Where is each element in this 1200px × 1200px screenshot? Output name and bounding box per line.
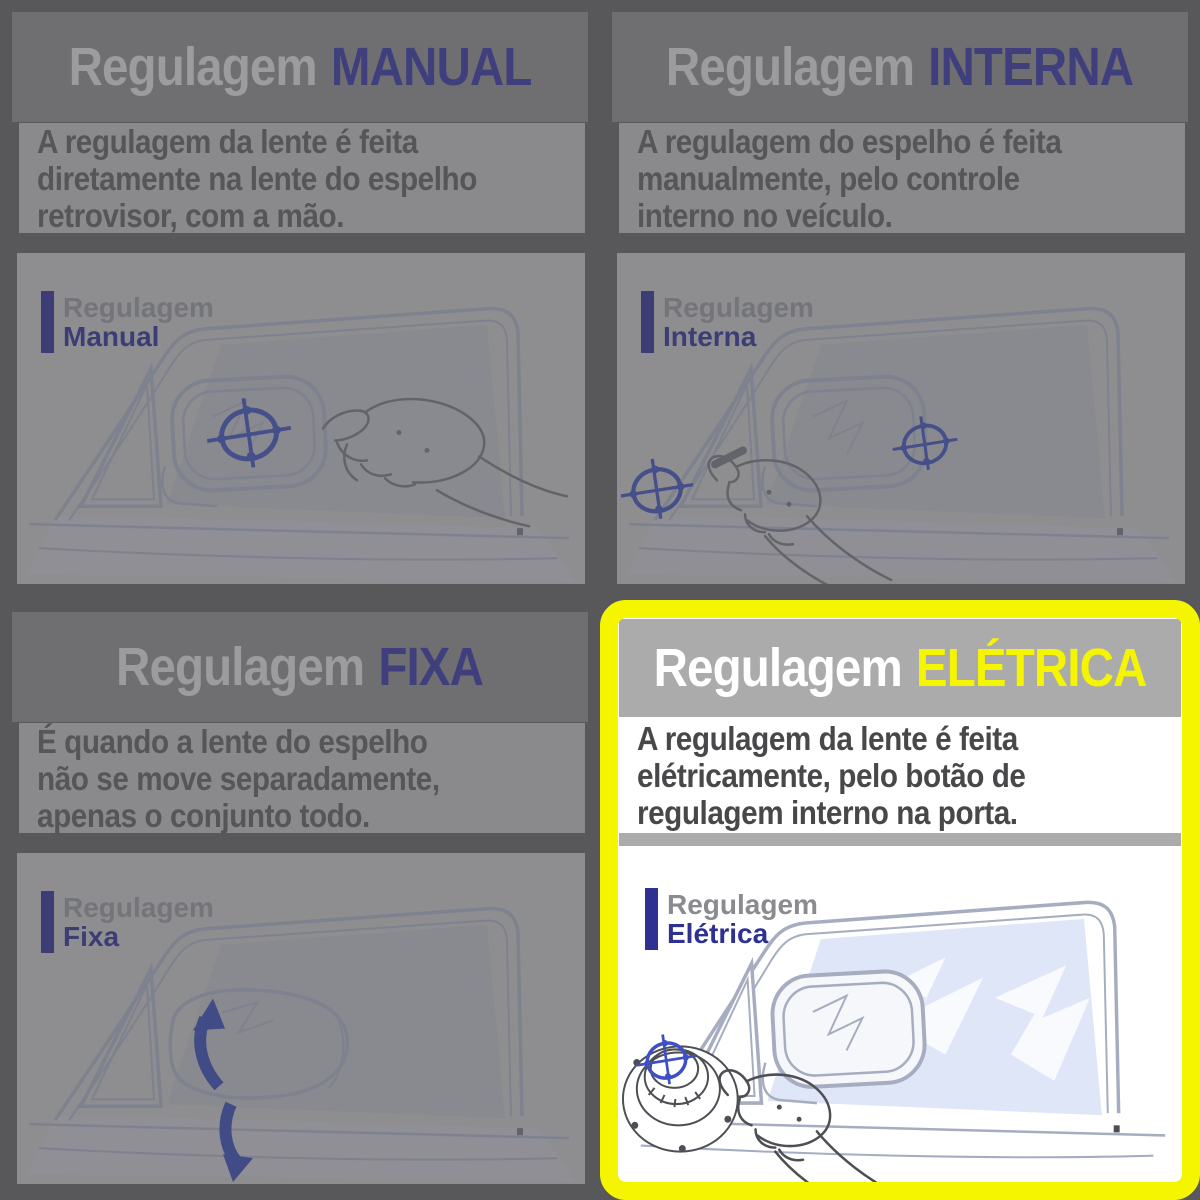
separator [619, 833, 1181, 846]
description-line: diretamente na lente do espelho [37, 159, 477, 197]
illustration-label-line1: Regulagem [63, 892, 214, 923]
description-line: A regulagem da lente é feita [37, 122, 418, 160]
card-regulagem-eletrica-highlighted [600, 600, 1200, 1200]
card-regulagem-manual [0, 0, 600, 600]
title-bar [12, 12, 588, 122]
illustration-label-line1: Regulagem [663, 292, 814, 323]
card-title [116, 636, 483, 698]
illustration-label-line2: Manual [63, 321, 160, 352]
title-accent: ELÉTRICA [915, 638, 1147, 698]
illustration-label [645, 888, 818, 950]
description-box [619, 123, 1185, 233]
illustration-label [41, 291, 214, 353]
illustration-label-line1: Regulagem [667, 889, 818, 920]
illustration-box [17, 253, 585, 584]
description-line: A regulagem da lente é feita [637, 719, 1018, 757]
description-line: manualmente, pelo controle [637, 159, 1020, 197]
title-accent: INTERNA [928, 37, 1134, 97]
title-prefix: Regulagem [116, 637, 365, 697]
description-box [19, 123, 585, 233]
description-line: retrovisor, com a mão. [37, 196, 345, 234]
title-accent: MANUAL [330, 37, 532, 97]
description-line: regulagem interno na porta. [637, 793, 1018, 831]
card-title [69, 36, 532, 98]
crosshair-target-icon [621, 459, 693, 519]
description-line: não se move separadamente, [37, 759, 440, 797]
title-accent: FIXA [378, 637, 484, 697]
description-box [19, 723, 585, 833]
illustration-label-line2: Interna [663, 321, 757, 352]
illustration-label [41, 891, 214, 953]
description-line: elétricamente, pelo botão de [637, 756, 1026, 794]
title-prefix: Regulagem [653, 638, 902, 698]
description-box [619, 717, 1181, 833]
card-title [666, 36, 1133, 98]
description-line: A regulagem do espelho é feita [637, 122, 1062, 160]
card-title [654, 637, 1147, 699]
title-prefix: Regulagem [666, 37, 915, 97]
mirror-control-knob-icon [623, 1046, 738, 1152]
illustration-label-line1: Regulagem [63, 292, 214, 323]
illustration-label-line2: Fixa [63, 921, 120, 952]
description-line: apenas o conjunto todo. [37, 796, 370, 834]
illustration-label-line2: Elétrica [667, 918, 769, 949]
illustration-box [17, 853, 585, 1184]
description-line: interno no veículo. [637, 196, 893, 234]
title-bar [612, 12, 1188, 122]
illustration-box [619, 846, 1181, 1182]
card-regulagem-fixa [0, 600, 600, 1200]
title-prefix: Regulagem [68, 37, 317, 97]
illustration-box [617, 253, 1185, 584]
illustration-label [641, 291, 814, 353]
title-bar [12, 612, 588, 722]
title-bar [619, 619, 1181, 717]
card-regulagem-interna [600, 0, 1200, 600]
description-line: É quando a lente do espelho [37, 722, 428, 760]
